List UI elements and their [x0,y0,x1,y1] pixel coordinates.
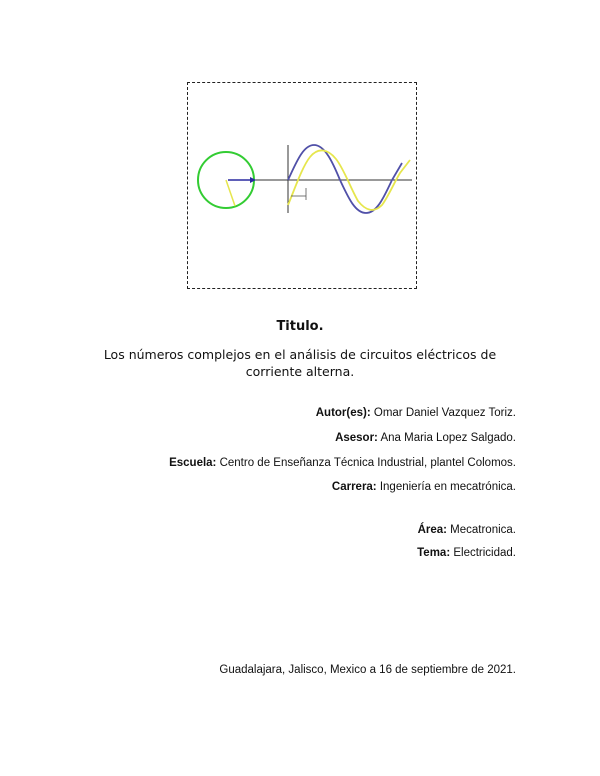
asesor-line [335,432,516,444]
autor-line [316,407,516,419]
secondary-phasor [226,180,235,206]
document-subtitle: Los números complejos en el análisis de circuitos eléctricos de corriente alterna. [103,347,497,379]
tema-label: Tema: [417,547,451,559]
area-value: Mecatronica. [446,524,516,536]
area-label: Área: [417,524,447,536]
asesor-label: Asesor: [335,432,378,444]
place-date-line: Guadalajara, Jalisco, Mexico a 16 de septiembre de 2021. [219,664,516,676]
primary-wave [288,145,402,213]
escuela-label: Escuela: [169,457,217,469]
cover-figure [187,82,417,289]
phasor-wave-illustration [188,83,418,290]
tema-value: Electricidad. [450,547,516,559]
carrera-label: Carrera: [331,481,377,493]
carrera-value: Ingeniería en mecatrónica. [376,481,516,493]
area-line [418,524,516,536]
carrera-line [332,481,516,493]
escuela-line [169,457,516,469]
escuela-value: Centro de Enseñanza Técnica Industrial, plantel Colomos. [216,457,516,469]
autor-value: Omar Daniel Vazquez Toriz. [370,407,516,419]
document-title: Titulo. [276,319,324,334]
asesor-value: Ana Maria Lopez Salgado. [377,432,516,444]
autor-label: Autor(es): [315,407,371,419]
tema-line [417,547,516,559]
